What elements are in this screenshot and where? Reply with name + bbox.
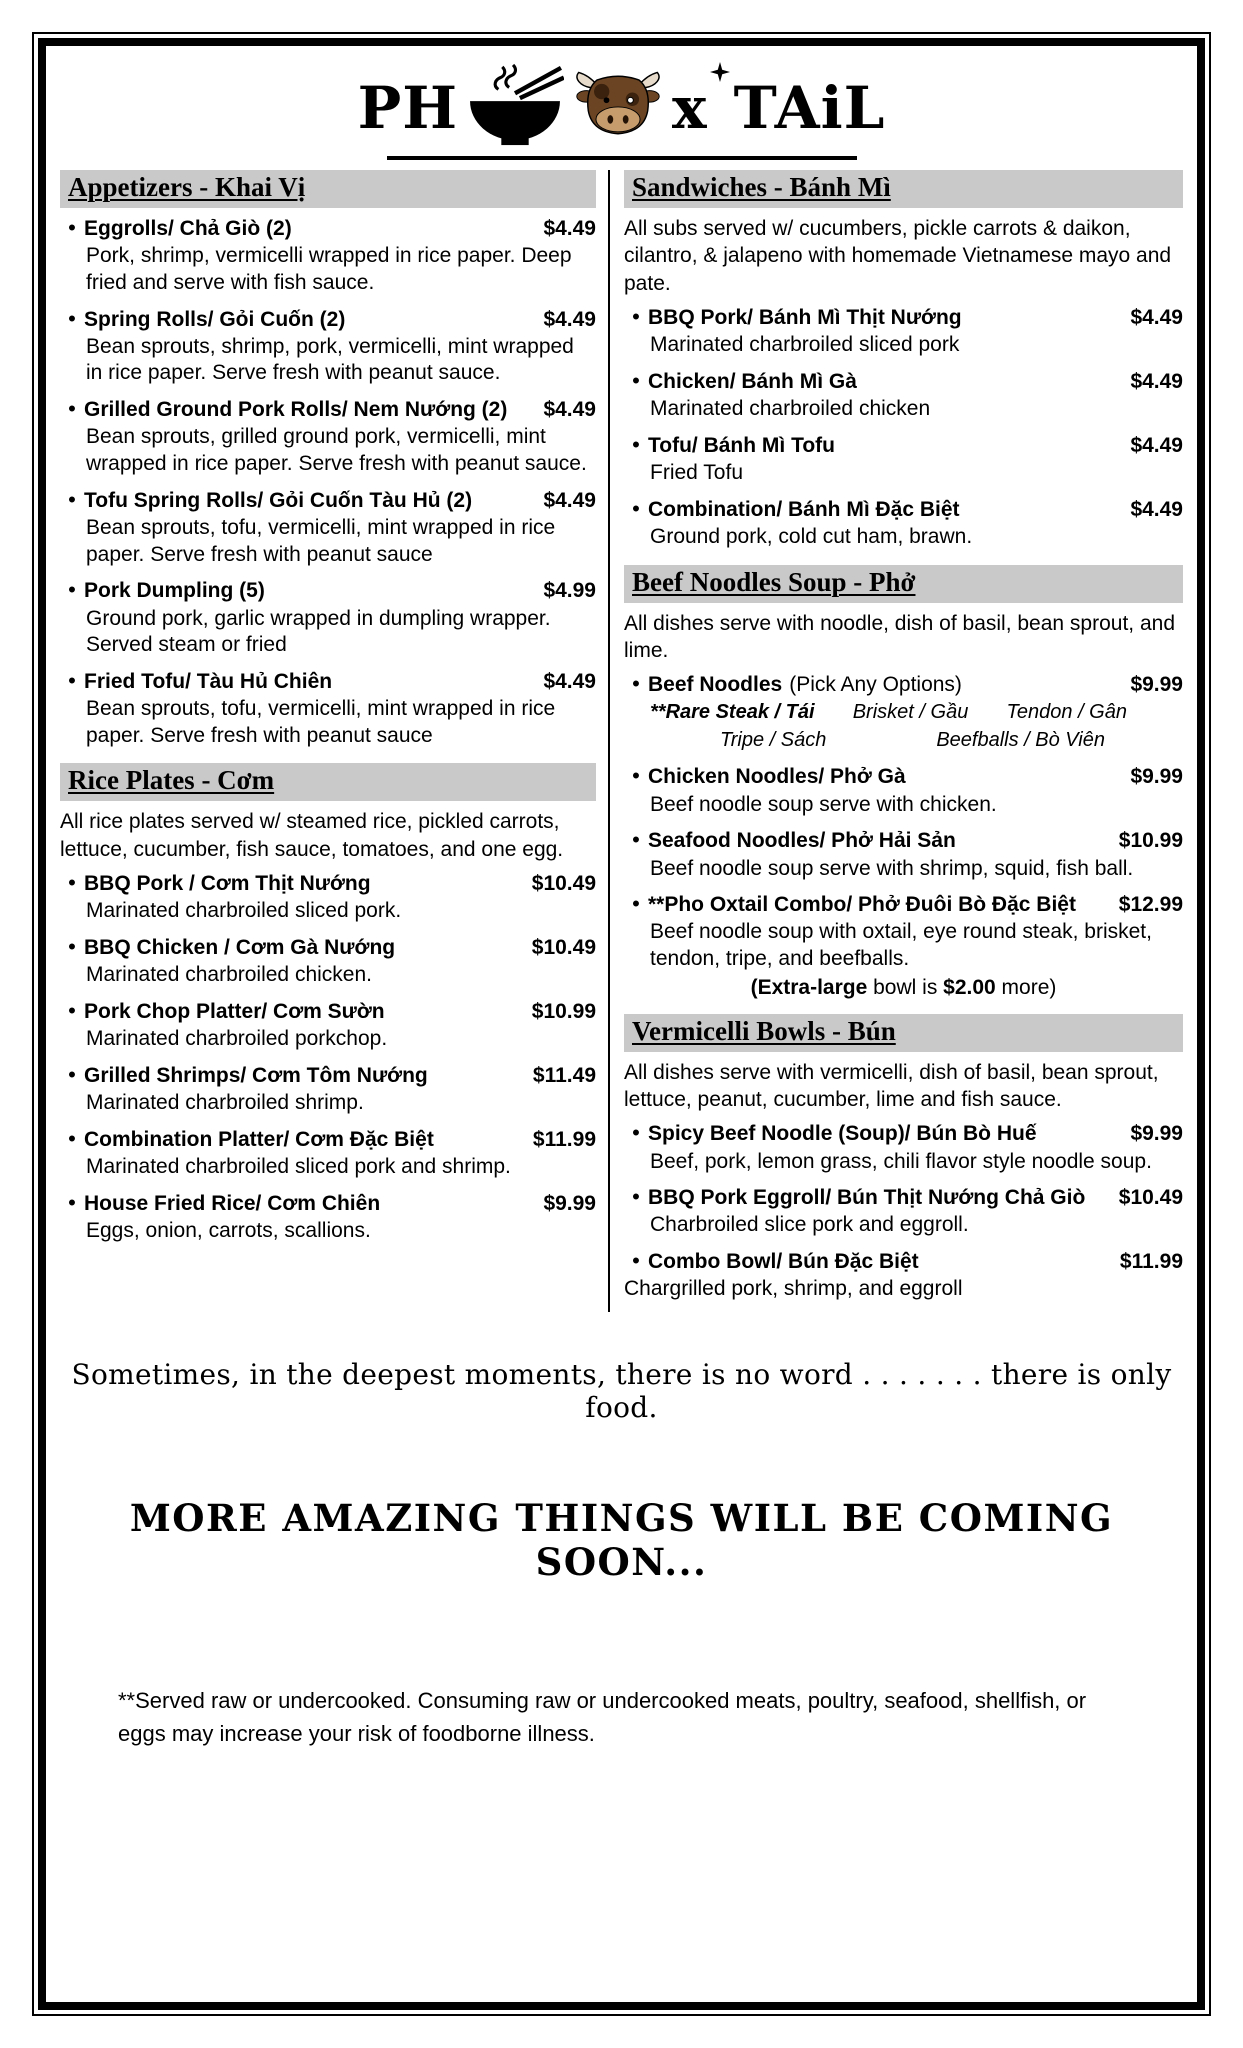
menu-item (60, 487, 596, 569)
pho-options-row (650, 698, 1183, 726)
item-description: Marinated charbroiled porkchop. (86, 1027, 388, 1051)
left-column (60, 170, 608, 1312)
menu-item (60, 1190, 596, 1245)
item-description: Beef noodle soup serve with shrimp, squid, fish ball. (650, 856, 1134, 880)
menu-item (624, 368, 1183, 423)
item-name: Spring Rolls/ Gỏi Cuốn (2) (84, 307, 346, 331)
item-price: $10.49 (1118, 1186, 1183, 1210)
item-description: Bean sprouts, grilled ground pork, vermicelli, mint wrapped in rice paper. Serve fresh with peanut sauce. (86, 425, 587, 476)
item-price: $4.49 (543, 398, 596, 422)
item-price: $10.99 (1118, 829, 1183, 853)
bullet-icon (60, 577, 84, 603)
coming-soon-banner: MORE AMAZING THINGS WILL BE COMING SOON... (129, 1496, 1114, 1585)
item-description: Marinated charbroiled sliced pork (650, 333, 960, 357)
bullet-icon (60, 668, 84, 694)
item-name: Pork Chop Platter/ Cơm Sườn (84, 999, 385, 1023)
logo-text-tail: TAiL (733, 73, 886, 142)
bullet-icon (60, 215, 84, 241)
pho-option: Beefballs / Bò Viên (936, 729, 1105, 752)
item-description: Bean sprouts, shrimp, pork, vermicelli, mint wrapped in rice paper. Serve fresh with peanut sauce. (86, 334, 574, 385)
bullet-icon (60, 998, 84, 1024)
item-price: $11.99 (532, 1127, 596, 1151)
bullet-icon (624, 1120, 648, 1146)
bullet-icon (60, 487, 84, 513)
menu-item (624, 496, 1183, 551)
menu-item (624, 891, 1183, 1000)
item-name: Chicken/ Bánh Mì Gà (648, 369, 857, 393)
menu-columns (60, 170, 1183, 1312)
item-price: $4.49 (1130, 433, 1183, 457)
section-appetizers (60, 170, 596, 749)
bullet-icon (624, 432, 648, 458)
item-price: $10.99 (531, 999, 596, 1023)
menu-item (60, 1062, 596, 1117)
footer-quote: Sometimes, in the deepest moments, there is no word . . . . . . . there is only food. (71, 1358, 1172, 1425)
item-name: Grilled Shrimps/ Cơm Tôm Nướng (84, 1063, 428, 1087)
item-name-suffix: (Pick Any Options) (789, 673, 962, 697)
item-description: Marinated charbroiled sliced pork. (86, 899, 402, 923)
right-column (610, 170, 1183, 1312)
pho-option: **Rare Steak / Tái (650, 701, 815, 724)
item-name: Combo Bowl/ Bún Đặc Biệt (648, 1250, 919, 1274)
menu-item (624, 432, 1183, 487)
item-name: Spicy Beef Noodle (Soup)/ Bún Bò Huế (648, 1122, 1037, 1146)
item-name: Beef Noodles (648, 673, 783, 697)
item-description: Bean sprouts, tofu, vermicelli, mint wrapped in rice paper. Serve fresh with peanut sauce (86, 697, 556, 747)
section-rice-plates (60, 763, 596, 1244)
item-name: Fried Tofu/ Tàu Hủ Chiên (84, 669, 333, 693)
item-name: Pork Dumpling (5) (84, 579, 265, 603)
bullet-icon (60, 934, 84, 960)
item-description: Ground pork, cold cut ham, brawn. (650, 524, 973, 548)
item-price: $10.49 (531, 935, 596, 959)
bullet-icon (624, 827, 648, 853)
item-name: Eggrolls/ Chả Giò (2) (84, 217, 292, 240)
item-price: $4.49 (1130, 305, 1183, 329)
item-description: Marinated charbroiled shrimp. (86, 1090, 364, 1114)
menu-item (60, 668, 596, 750)
item-price: $4.49 (543, 488, 596, 512)
logo-underline-rule (387, 156, 857, 160)
bullet-icon (60, 396, 84, 422)
item-description: Fried Tofu (650, 460, 743, 484)
pho-option: Tendon / Gân (1006, 701, 1127, 724)
item-name: Combination Platter/ Cơm Đặc Biệt (84, 1127, 434, 1151)
menu-item (624, 1184, 1183, 1239)
menu-item (60, 870, 596, 925)
section-bun (624, 1014, 1183, 1303)
item-price: $9.99 (543, 1191, 596, 1215)
section-title-sandwiches: Sandwiches - Bánh Mì (624, 170, 1183, 208)
item-price: $11.99 (1119, 1250, 1183, 1274)
item-price: $4.49 (1130, 369, 1183, 393)
item-price: $9.99 (1130, 1122, 1183, 1146)
menu-item (624, 763, 1183, 818)
item-price: $4.49 (543, 217, 596, 240)
bullet-icon (60, 870, 84, 896)
menu-item (624, 671, 1183, 754)
section-note: All dishes serve with noodle, dish of basil, bean sprout, and lime. (624, 611, 1175, 662)
bullet-icon (624, 1184, 648, 1210)
item-name: Grilled Ground Pork Rolls/ Nem Nướng (2) (84, 398, 508, 422)
item-price: $9.99 (1130, 765, 1183, 789)
item-name: BBQ Pork / Cơm Thịt Nướng (84, 871, 371, 895)
pho-option: Brisket / Gầu (852, 701, 969, 724)
item-description: Marinated charbroiled chicken (650, 397, 931, 421)
section-note: All subs served w/ cucumbers, pickle carrots & daikon, cilantro, & jalapeno with homemade Vietnamese mayo and pate. (624, 217, 1172, 295)
bullet-icon (624, 496, 648, 522)
section-title-appetizers: Appetizers - Khai Vị (60, 170, 596, 208)
menu-item (60, 934, 596, 989)
menu-item (624, 1248, 1183, 1303)
logo-text-pho: PH (357, 73, 458, 142)
bullet-icon (624, 1248, 648, 1274)
item-description: Bean sprouts, tofu, vermicelli, mint wrapped in rice paper. Serve fresh with peanut sauce (86, 515, 556, 566)
item-price: $4.49 (543, 669, 596, 693)
bullet-icon (624, 763, 648, 789)
item-price: $4.49 (543, 307, 596, 331)
menu-item (60, 215, 596, 297)
pho-option: Tripe / Sách (720, 729, 827, 752)
item-description: Chargrilled pork, shrimp, and eggroll (624, 1277, 963, 1301)
item-description: Marinated charbroiled chicken. (86, 963, 372, 987)
menu-item (624, 827, 1183, 882)
menu-item (624, 304, 1183, 359)
menu-item (60, 998, 596, 1053)
item-name: Seafood Noodles/ Phở Hải Sản (648, 829, 956, 853)
item-description: Beef, pork, lemon grass, chili flavor style noodle soup. (650, 1149, 1152, 1173)
menu-item (60, 306, 596, 388)
item-price: $4.49 (1130, 497, 1183, 521)
item-name: BBQ Chicken / Cơm Gà Nướng (84, 935, 396, 959)
bullet-icon (60, 1062, 84, 1088)
raw-food-disclaimer: **Served raw or undercooked. Consuming raw or undercooked meats, poultry, seafood, shellfish, or eggs may increase your risk of foodborne illness. (118, 1688, 1087, 1747)
menu-item (60, 1126, 596, 1181)
bullet-icon (624, 891, 648, 917)
section-note: All rice plates served w/ steamed rice, pickled carrots, lettuce, cucumber, fish sauce, tomatoes, and one egg. (60, 810, 564, 861)
section-title-rice-plates: Rice Plates - Cơm (60, 763, 596, 801)
section-title-pho: Beef Noodles Soup - Phở (624, 565, 1183, 603)
bullet-icon (60, 306, 84, 332)
bullet-icon (624, 304, 648, 330)
bullet-icon (60, 1126, 84, 1152)
pho-options-row (720, 726, 1183, 754)
item-price: $9.99 (1130, 673, 1183, 697)
item-price: $12.99 (1118, 893, 1183, 917)
item-name: BBQ Pork Eggroll/ Bún Thịt Nướng Chả Giò (648, 1186, 1086, 1210)
extra-large-note: (Extra-large bowl is $2.00 more) (750, 975, 1057, 999)
pho-bowl-icon (466, 62, 564, 153)
menu-item (60, 577, 596, 659)
item-name: House Fried Rice/ Cơm Chiên (84, 1191, 381, 1215)
item-name: Combination/ Bánh Mì Đặc Biệt (648, 497, 960, 521)
item-name: Chicken Noodles/ Phở Gà (648, 765, 906, 789)
item-price: $11.49 (532, 1063, 596, 1087)
item-description: Beef noodle soup with oxtail, eye round steak, brisket, tendon, tripe, and beefballs. (650, 920, 1152, 971)
item-description: Beef noodle soup serve with chicken. (650, 792, 997, 816)
section-pho (624, 565, 1183, 1000)
item-description: Charbroiled slice pork and eggroll. (650, 1213, 969, 1237)
item-name: Tofu Spring Rolls/ Gỏi Cuốn Tàu Hủ (2) (84, 488, 473, 512)
item-price: $4.99 (543, 579, 596, 603)
item-name: Tofu/ Bánh Mì Tofu (648, 433, 836, 457)
item-price: $10.49 (531, 871, 596, 895)
item-description: Ground pork, garlic wrapped in dumpling wrapper. Served steam or fried (86, 606, 551, 657)
item-description: Pork, shrimp, vermicelli wrapped in rice paper. Deep fried and serve with fish sauce. (86, 244, 572, 294)
item-name: **Pho Oxtail Combo/ Phở Đuôi Bò Đặc Biệt (648, 893, 1076, 917)
item-name: BBQ Pork/ Bánh Mì Thịt Nướng (648, 305, 962, 329)
item-description: Eggs, onion, carrots, scallions. (86, 1218, 371, 1242)
item-description: Marinated charbroiled sliced pork and shrimp. (86, 1154, 511, 1178)
bullet-icon (624, 671, 648, 697)
page-border-frame (38, 38, 1205, 2010)
section-note: All dishes serve with vermicelli, dish of basil, bean sprout, lettuce, peanut, cucumber, lime and fish sauce. (624, 1060, 1159, 1112)
star-icon (710, 62, 730, 87)
logo (60, 62, 1183, 153)
section-sandwiches (624, 170, 1183, 551)
section-title-bun: Vermicelli Bowls - Bún (624, 1014, 1183, 1052)
logo-text-x: x (672, 73, 708, 142)
bullet-icon (60, 1190, 84, 1216)
bullet-icon (624, 368, 648, 394)
ox-head-icon (572, 70, 664, 145)
menu-item (60, 396, 596, 478)
menu-item (624, 1120, 1183, 1175)
